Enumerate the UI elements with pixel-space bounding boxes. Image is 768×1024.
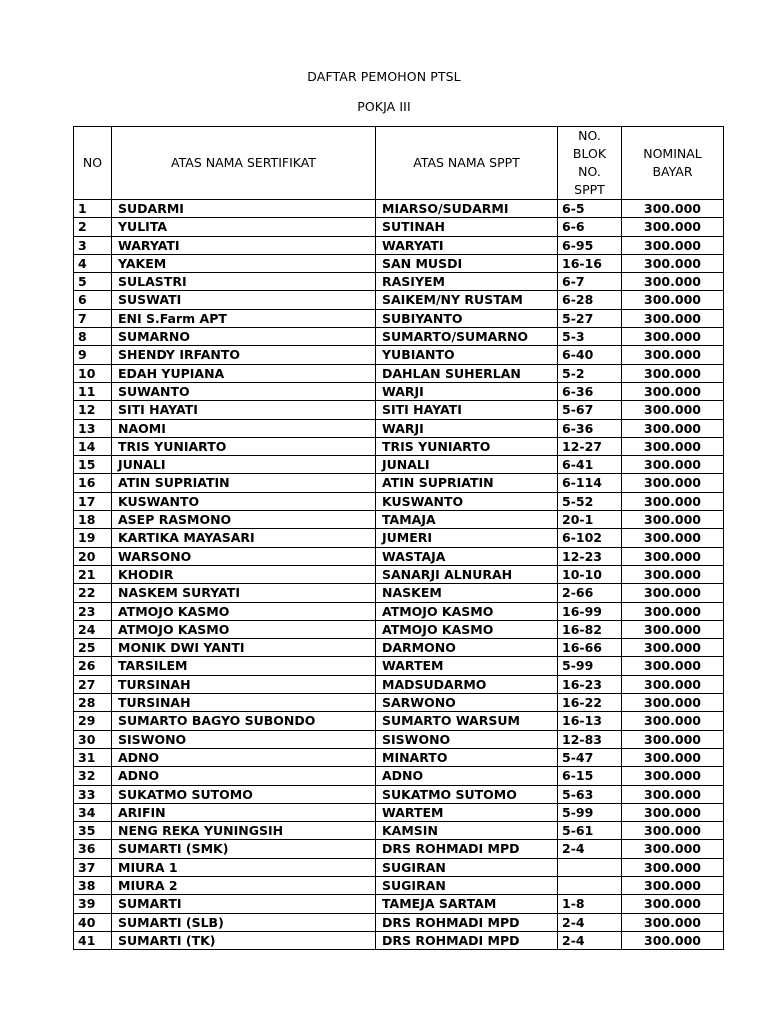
nominal-payment: 300.000 xyxy=(622,748,724,766)
nominal-payment: 300.000 xyxy=(622,639,724,657)
table-row xyxy=(74,382,724,400)
certificate-name: KUSWANTO xyxy=(112,492,376,510)
block-number: 16-22 xyxy=(558,694,622,712)
block-number: 6-7 xyxy=(558,273,622,291)
row-number: 26 xyxy=(74,657,112,675)
nominal-payment: 300.000 xyxy=(622,291,724,309)
table-row xyxy=(74,767,724,785)
table-row xyxy=(74,931,724,949)
table-row xyxy=(74,840,724,858)
table-row xyxy=(74,785,724,803)
block-number: 5-47 xyxy=(558,748,622,766)
table-row xyxy=(74,328,724,346)
block-number: 6-36 xyxy=(558,382,622,400)
document-title: DAFTAR PEMOHON PTSL xyxy=(307,69,461,84)
sppt-name: ATMOJO KASMO xyxy=(376,602,558,620)
block-number: 5-3 xyxy=(558,328,622,346)
block-number: 6-5 xyxy=(558,200,622,218)
table-row xyxy=(74,254,724,272)
certificate-name: ATMOJO KASMO xyxy=(112,620,376,638)
table-row xyxy=(74,822,724,840)
row-number: 14 xyxy=(74,437,112,455)
row-number: 23 xyxy=(74,602,112,620)
block-number: 6-28 xyxy=(558,291,622,309)
sppt-name: SUMARTO/SUMARNO xyxy=(376,328,558,346)
table-row xyxy=(74,565,724,583)
row-number: 28 xyxy=(74,694,112,712)
nominal-payment: 300.000 xyxy=(622,346,724,364)
nominal-payment: 300.000 xyxy=(622,767,724,785)
row-number: 21 xyxy=(74,565,112,583)
certificate-name: MIURA 1 xyxy=(112,858,376,876)
block-number: 6-6 xyxy=(558,218,622,236)
block-number: 16-23 xyxy=(558,675,622,693)
sppt-name: JUNALI xyxy=(376,456,558,474)
row-number: 5 xyxy=(74,273,112,291)
certificate-name: NAOMI xyxy=(112,419,376,437)
certificate-name: TARSILEM xyxy=(112,657,376,675)
sppt-name: WARYATI xyxy=(376,236,558,254)
sppt-name: SUGIRAN xyxy=(376,876,558,894)
sppt-name: SANARJI ALNURAH xyxy=(376,565,558,583)
table-row xyxy=(74,474,724,492)
certificate-name: SUDARMI xyxy=(112,200,376,218)
block-number: 5-99 xyxy=(558,657,622,675)
table-header-row xyxy=(74,127,724,200)
nominal-payment: 300.000 xyxy=(622,602,724,620)
nominal-payment: 300.000 xyxy=(622,547,724,565)
row-number: 31 xyxy=(74,748,112,766)
nominal-payment: 300.000 xyxy=(622,200,724,218)
table-row xyxy=(74,364,724,382)
sppt-name: SISWONO xyxy=(376,730,558,748)
sppt-name: SUMARTO WARSUM xyxy=(376,712,558,730)
table-row xyxy=(74,876,724,894)
certificate-name: NASKEM SURYATI xyxy=(112,584,376,602)
block-number: 2-4 xyxy=(558,913,622,931)
row-number: 11 xyxy=(74,382,112,400)
row-number: 35 xyxy=(74,822,112,840)
certificate-name: KHODIR xyxy=(112,565,376,583)
block-number: 6-40 xyxy=(558,346,622,364)
certificate-name: ADNO xyxy=(112,748,376,766)
nominal-payment: 300.000 xyxy=(622,382,724,400)
block-number: 12-27 xyxy=(558,437,622,455)
block-number: 16-82 xyxy=(558,620,622,638)
sppt-name: DARMONO xyxy=(376,639,558,657)
table-row xyxy=(74,639,724,657)
block-number: 6-36 xyxy=(558,419,622,437)
header-no: NO xyxy=(74,127,112,200)
certificate-name: SUWANTO xyxy=(112,382,376,400)
certificate-name: ASEP RASMONO xyxy=(112,511,376,529)
nominal-payment: 300.000 xyxy=(622,474,724,492)
table-row xyxy=(74,419,724,437)
table-row xyxy=(74,456,724,474)
sppt-name: KAMSIN xyxy=(376,822,558,840)
row-number: 7 xyxy=(74,309,112,327)
sppt-name: MINARTO xyxy=(376,748,558,766)
table-row xyxy=(74,748,724,766)
document-subtitle: POKJA III xyxy=(357,99,411,114)
row-number: 37 xyxy=(74,858,112,876)
sppt-name: SAIKEM/NY RUSTAM xyxy=(376,291,558,309)
table-row xyxy=(74,730,724,748)
row-number: 40 xyxy=(74,913,112,931)
table-row xyxy=(74,584,724,602)
row-number: 15 xyxy=(74,456,112,474)
sppt-name: SUBIYANTO xyxy=(376,309,558,327)
nominal-payment: 300.000 xyxy=(622,511,724,529)
sppt-name: WASTAJA xyxy=(376,547,558,565)
block-number: 5-27 xyxy=(558,309,622,327)
table-row xyxy=(74,291,724,309)
table-row xyxy=(74,437,724,455)
sppt-name: NASKEM xyxy=(376,584,558,602)
header-nominal-payment: NOMINAL BAYAR xyxy=(622,127,724,200)
sppt-name: DRS ROHMADI MPD xyxy=(376,931,558,949)
sppt-name: TRIS YUNIARTO xyxy=(376,437,558,455)
sppt-name: DRS ROHMADI MPD xyxy=(376,913,558,931)
block-number: 16-99 xyxy=(558,602,622,620)
table-row xyxy=(74,602,724,620)
table-row xyxy=(74,620,724,638)
certificate-name: EDAH YUPIANA xyxy=(112,364,376,382)
row-number: 8 xyxy=(74,328,112,346)
nominal-payment: 300.000 xyxy=(622,785,724,803)
nominal-payment: 300.000 xyxy=(622,364,724,382)
sppt-name: MIARSO/SUDARMI xyxy=(376,200,558,218)
block-number: 2-4 xyxy=(558,931,622,949)
block-number: 16-13 xyxy=(558,712,622,730)
certificate-name: YAKEM xyxy=(112,254,376,272)
sppt-name: ADNO xyxy=(376,767,558,785)
certificate-name: KARTIKA MAYASARI xyxy=(112,529,376,547)
sppt-name: WARJI xyxy=(376,419,558,437)
table-row xyxy=(74,273,724,291)
table-row xyxy=(74,492,724,510)
block-number: 16-66 xyxy=(558,639,622,657)
table-row xyxy=(74,529,724,547)
table-body xyxy=(74,200,724,950)
certificate-name: WARYATI xyxy=(112,236,376,254)
block-number: 1-8 xyxy=(558,895,622,913)
sppt-name: ATMOJO KASMO xyxy=(376,620,558,638)
nominal-payment: 300.000 xyxy=(622,456,724,474)
sppt-name: TAMEJA SARTAM xyxy=(376,895,558,913)
nominal-payment: 300.000 xyxy=(622,529,724,547)
sppt-name: MADSUDARMO xyxy=(376,675,558,693)
block-number: 20-1 xyxy=(558,511,622,529)
sppt-name: SUGIRAN xyxy=(376,858,558,876)
nominal-payment: 300.000 xyxy=(622,876,724,894)
sppt-name: DAHLAN SUHERLAN xyxy=(376,364,558,382)
sppt-name: SITI HAYATI xyxy=(376,401,558,419)
header-block-number: NO. BLOK NO. SPPT xyxy=(558,127,622,200)
table-row xyxy=(74,200,724,218)
sppt-name: SAN MUSDI xyxy=(376,254,558,272)
row-number: 41 xyxy=(74,931,112,949)
block-number xyxy=(558,858,622,876)
block-number: 5-52 xyxy=(558,492,622,510)
row-number: 30 xyxy=(74,730,112,748)
table-row xyxy=(74,895,724,913)
nominal-payment: 300.000 xyxy=(622,565,724,583)
certificate-name: NENG REKA YUNINGSIH xyxy=(112,822,376,840)
block-number: 2-66 xyxy=(558,584,622,602)
block-number: 5-2 xyxy=(558,364,622,382)
nominal-payment: 300.000 xyxy=(622,840,724,858)
certificate-name: SUMARTI (TK) xyxy=(112,931,376,949)
row-number: 34 xyxy=(74,803,112,821)
nominal-payment: 300.000 xyxy=(622,675,724,693)
sppt-name: SARWONO xyxy=(376,694,558,712)
table-row xyxy=(74,858,724,876)
block-number: 16-16 xyxy=(558,254,622,272)
certificate-name: TURSINAH xyxy=(112,675,376,693)
sppt-name: KUSWANTO xyxy=(376,492,558,510)
row-number: 39 xyxy=(74,895,112,913)
table-row xyxy=(74,401,724,419)
certificate-name: ATIN SUPRIATIN xyxy=(112,474,376,492)
row-number: 38 xyxy=(74,876,112,894)
nominal-payment: 300.000 xyxy=(622,584,724,602)
certificate-name: TURSINAH xyxy=(112,694,376,712)
row-number: 13 xyxy=(74,419,112,437)
row-number: 4 xyxy=(74,254,112,272)
certificate-name: SISWONO xyxy=(112,730,376,748)
block-number: 10-10 xyxy=(558,565,622,583)
certificate-name: YULITA xyxy=(112,218,376,236)
table-row xyxy=(74,236,724,254)
block-number: 5-67 xyxy=(558,401,622,419)
row-number: 22 xyxy=(74,584,112,602)
block-number: 6-114 xyxy=(558,474,622,492)
nominal-payment: 300.000 xyxy=(622,931,724,949)
nominal-payment: 300.000 xyxy=(622,437,724,455)
table-row xyxy=(74,803,724,821)
nominal-payment: 300.000 xyxy=(622,419,724,437)
table-row xyxy=(74,309,724,327)
row-number: 27 xyxy=(74,675,112,693)
table-row xyxy=(74,547,724,565)
row-number: 24 xyxy=(74,620,112,638)
certificate-name: JUNALI xyxy=(112,456,376,474)
row-number: 16 xyxy=(74,474,112,492)
certificate-name: ARIFIN xyxy=(112,803,376,821)
table-row xyxy=(74,675,724,693)
nominal-payment: 300.000 xyxy=(622,822,724,840)
block-number: 5-99 xyxy=(558,803,622,821)
nominal-payment: 300.000 xyxy=(622,254,724,272)
sppt-name: WARTEM xyxy=(376,657,558,675)
block-number: 12-83 xyxy=(558,730,622,748)
row-number: 3 xyxy=(74,236,112,254)
nominal-payment: 300.000 xyxy=(622,803,724,821)
certificate-name: SUMARNO xyxy=(112,328,376,346)
table-row xyxy=(74,657,724,675)
row-number: 29 xyxy=(74,712,112,730)
table-row xyxy=(74,346,724,364)
nominal-payment: 300.000 xyxy=(622,236,724,254)
row-number: 19 xyxy=(74,529,112,547)
row-number: 12 xyxy=(74,401,112,419)
block-number: 5-61 xyxy=(558,822,622,840)
row-number: 6 xyxy=(74,291,112,309)
sppt-name: JUMERI xyxy=(376,529,558,547)
certificate-name: MIURA 2 xyxy=(112,876,376,894)
table-row xyxy=(74,694,724,712)
certificate-name: TRIS YUNIARTO xyxy=(112,437,376,455)
row-number: 18 xyxy=(74,511,112,529)
block-number: 2-4 xyxy=(558,840,622,858)
row-number: 20 xyxy=(74,547,112,565)
nominal-payment: 300.000 xyxy=(622,657,724,675)
table-row xyxy=(74,913,724,931)
nominal-payment: 300.000 xyxy=(622,309,724,327)
sppt-name: RASIYEM xyxy=(376,273,558,291)
row-number: 33 xyxy=(74,785,112,803)
row-number: 9 xyxy=(74,346,112,364)
certificate-name: SUMARTO BAGYO SUBONDO xyxy=(112,712,376,730)
row-number: 2 xyxy=(74,218,112,236)
block-number: 6-102 xyxy=(558,529,622,547)
block-number: 5-63 xyxy=(558,785,622,803)
certificate-name: SUKATMO SUTOMO xyxy=(112,785,376,803)
table-row xyxy=(74,712,724,730)
certificate-name: SUSWATI xyxy=(112,291,376,309)
table-row xyxy=(74,218,724,236)
block-number: 6-41 xyxy=(558,456,622,474)
row-number: 32 xyxy=(74,767,112,785)
certificate-name: SUMARTI xyxy=(112,895,376,913)
nominal-payment: 300.000 xyxy=(622,712,724,730)
row-number: 25 xyxy=(74,639,112,657)
nominal-payment: 300.000 xyxy=(622,273,724,291)
nominal-payment: 300.000 xyxy=(622,328,724,346)
sppt-name: SUTINAH xyxy=(376,218,558,236)
certificate-name: WARSONO xyxy=(112,547,376,565)
sppt-name: SUKATMO SUTOMO xyxy=(376,785,558,803)
nominal-payment: 300.000 xyxy=(622,858,724,876)
block-number: 6-95 xyxy=(558,236,622,254)
row-number: 17 xyxy=(74,492,112,510)
nominal-payment: 300.000 xyxy=(622,401,724,419)
certificate-name: SULASTRI xyxy=(112,273,376,291)
sppt-name: ATIN SUPRIATIN xyxy=(376,474,558,492)
nominal-payment: 300.000 xyxy=(622,730,724,748)
sppt-name: DRS ROHMADI MPD xyxy=(376,840,558,858)
certificate-name: SUMARTI (SMK) xyxy=(112,840,376,858)
row-number: 36 xyxy=(74,840,112,858)
nominal-payment: 300.000 xyxy=(622,620,724,638)
block-number: 12-23 xyxy=(558,547,622,565)
sppt-name: WARTEM xyxy=(376,803,558,821)
certificate-name: SHENDY IRFANTO xyxy=(112,346,376,364)
certificate-name: ATMOJO KASMO xyxy=(112,602,376,620)
nominal-payment: 300.000 xyxy=(622,694,724,712)
certificate-name: ADNO xyxy=(112,767,376,785)
table-row xyxy=(74,511,724,529)
nominal-payment: 300.000 xyxy=(622,492,724,510)
nominal-payment: 300.000 xyxy=(622,895,724,913)
certificate-name: MONIK DWI YANTI xyxy=(112,639,376,657)
row-number: 10 xyxy=(74,364,112,382)
header-sppt-name: ATAS NAMA SPPT xyxy=(376,127,558,200)
block-number: 6-15 xyxy=(558,767,622,785)
certificate-name: SUMARTI (SLB) xyxy=(112,913,376,931)
nominal-payment: 300.000 xyxy=(622,913,724,931)
sppt-name: TAMAJA xyxy=(376,511,558,529)
certificate-name: ENI S.Farm APT xyxy=(112,309,376,327)
applicant-table xyxy=(73,126,724,950)
sppt-name: YUBIANTO xyxy=(376,346,558,364)
certificate-name: SITI HAYATI xyxy=(112,401,376,419)
header-certificate-name: ATAS NAMA SERTIFIKAT xyxy=(112,127,376,200)
nominal-payment: 300.000 xyxy=(622,218,724,236)
block-number xyxy=(558,876,622,894)
row-number: 1 xyxy=(74,200,112,218)
sppt-name: WARJI xyxy=(376,382,558,400)
